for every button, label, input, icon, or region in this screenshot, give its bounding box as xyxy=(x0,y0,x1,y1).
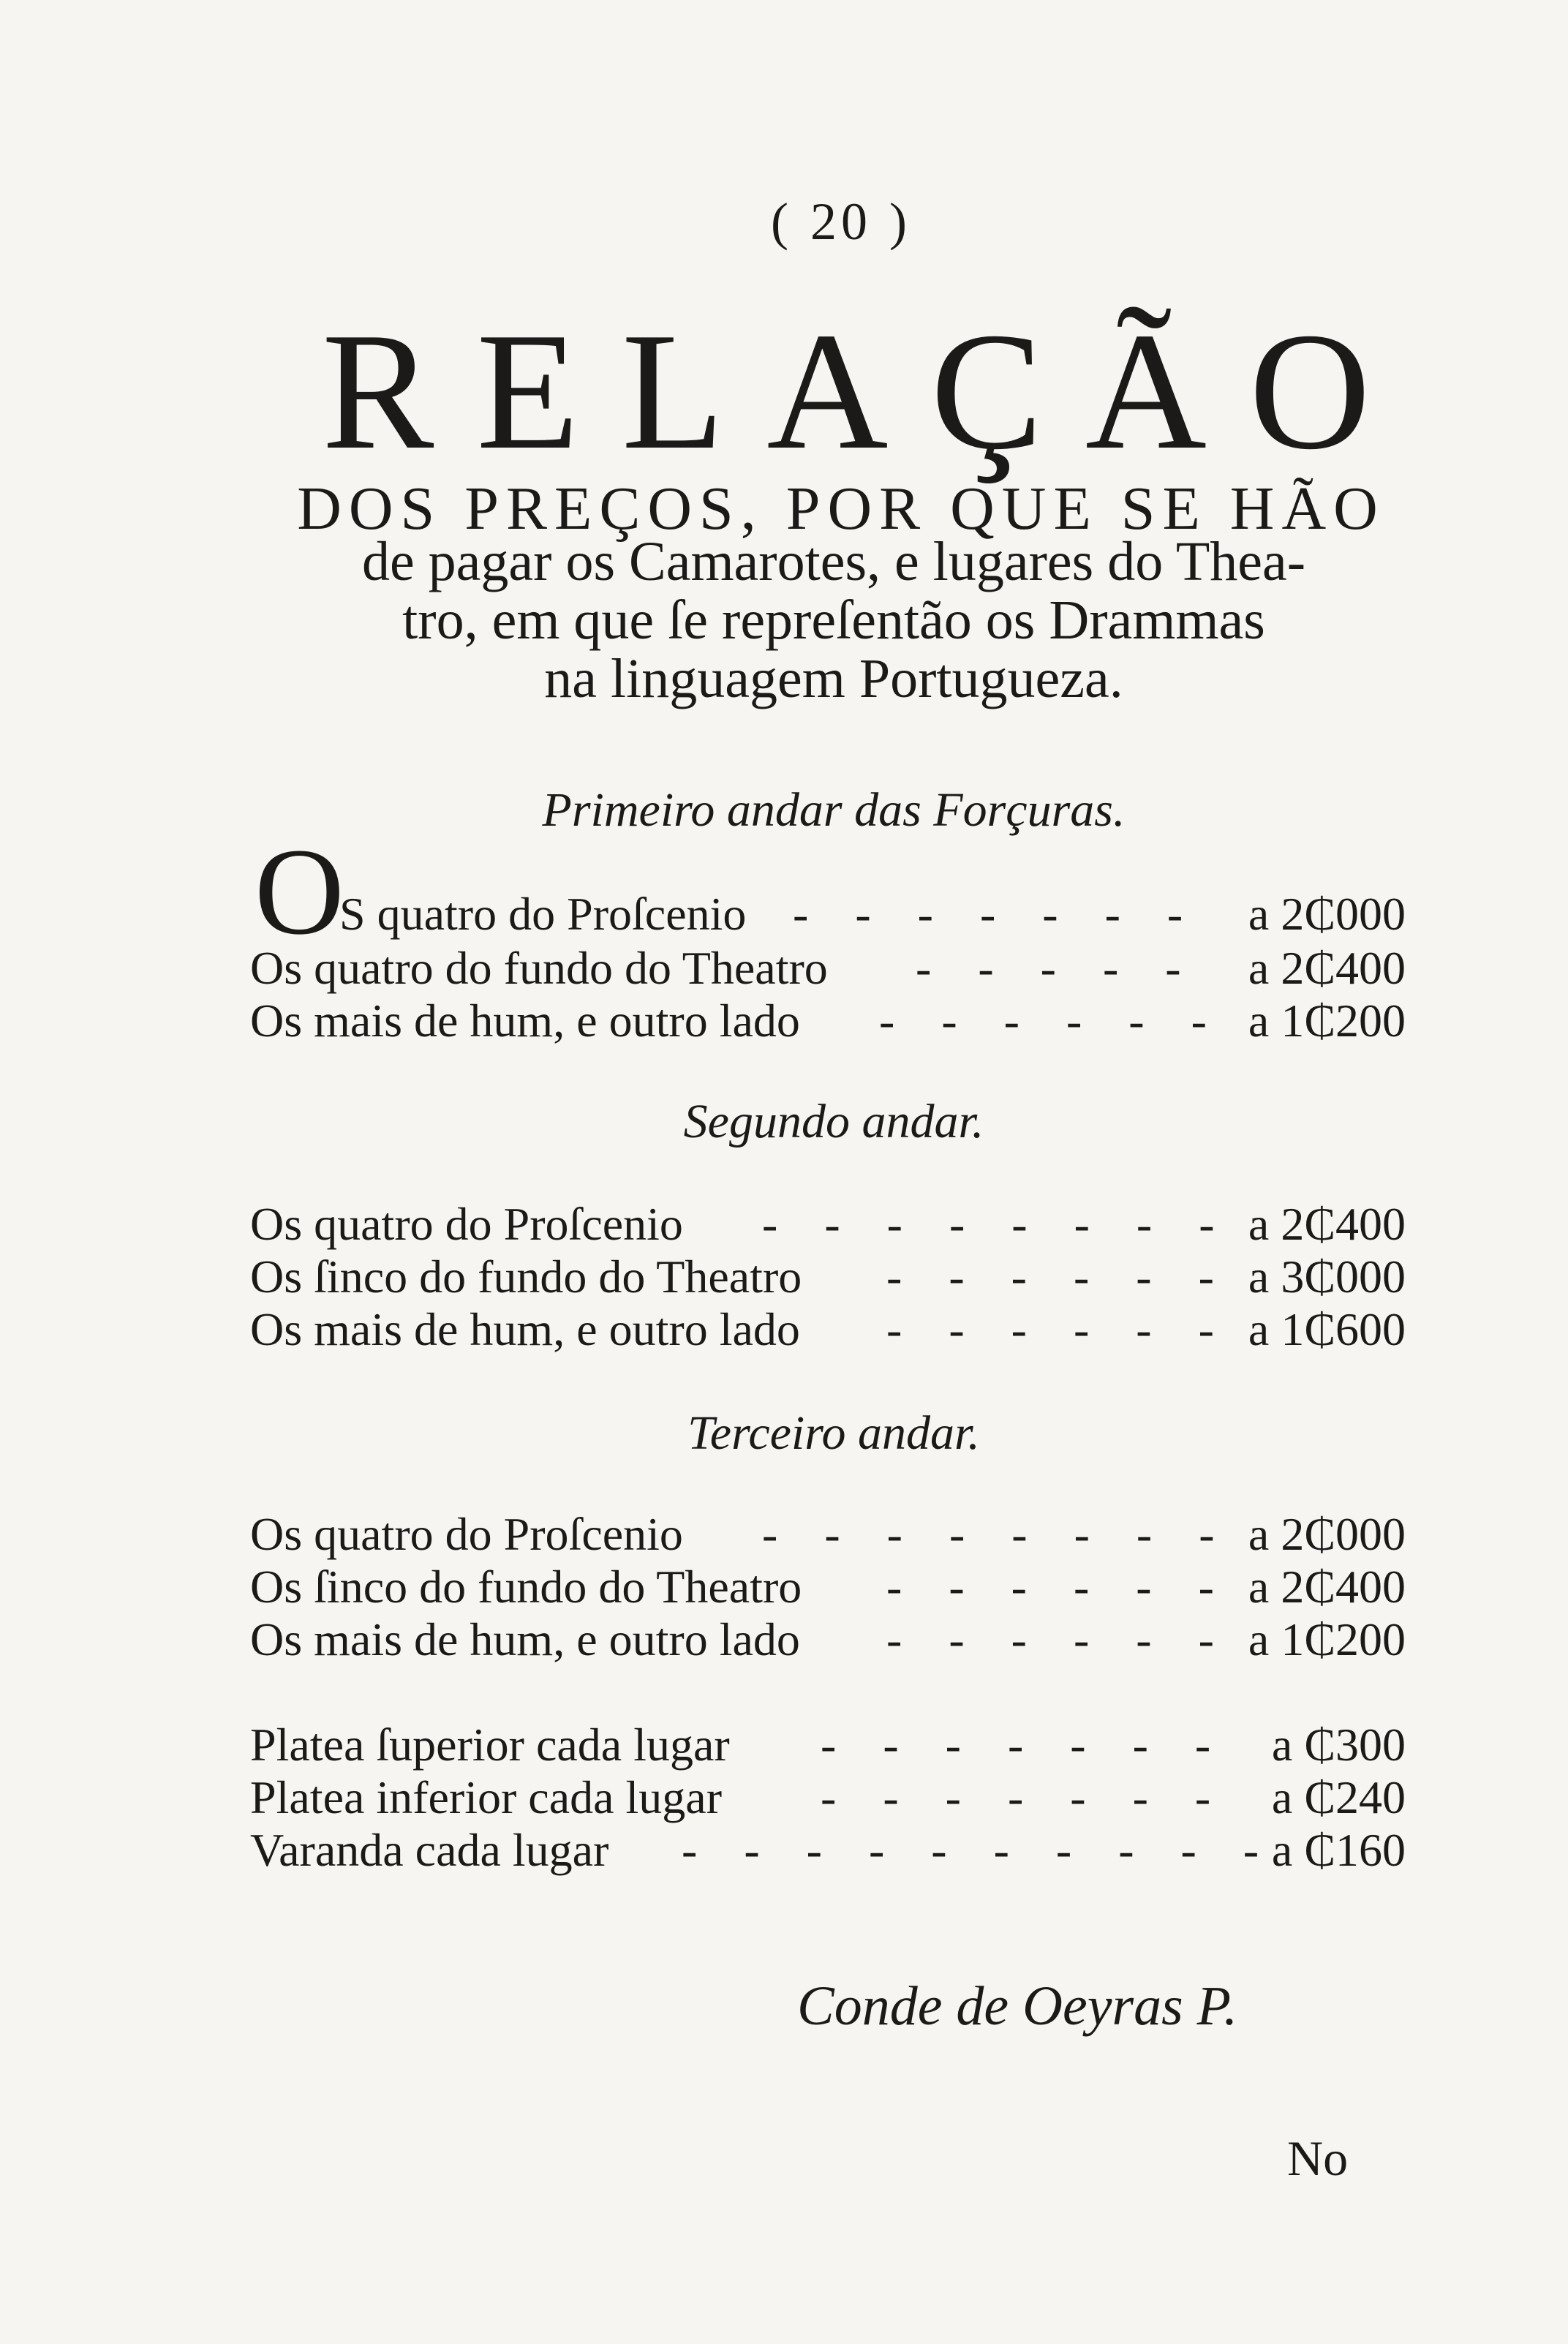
row-price: a 2₵000 xyxy=(1248,1508,1406,1560)
row-leader: - - - - - - xyxy=(879,995,1224,1047)
row-leader: - - - - - xyxy=(916,942,1199,994)
price-row xyxy=(250,1770,1406,1825)
price-row xyxy=(250,1197,1406,1252)
price-row xyxy=(250,1507,1406,1562)
intro-line: na linguagem Portugueza. xyxy=(544,648,1123,709)
row-label: Os ſinco do fundo do Theatro xyxy=(250,1561,802,1613)
section-heading-terceiro: Terceiro andar. xyxy=(687,1406,980,1460)
row-leader: - - - - - - - - xyxy=(762,1508,1232,1560)
price-row xyxy=(250,1717,1406,1773)
price-row xyxy=(250,1249,1406,1305)
price-row xyxy=(250,1612,1406,1667)
signature: Conde de Oeyras P. xyxy=(797,1975,1238,2037)
section-heading-primeiro: Primeiro andar das Forçuras. xyxy=(542,783,1126,837)
row-label: Os ſinco do fundo do Theatro xyxy=(250,1251,802,1303)
catchword: No xyxy=(1287,2130,1349,2186)
row-label: Platea ſuperior cada lugar xyxy=(250,1719,730,1771)
row-price: a ₵240 xyxy=(1271,1771,1406,1823)
row-price: a 2₵000 xyxy=(1248,888,1406,940)
row-leader: - - - - - - xyxy=(886,1251,1232,1303)
row-price: a ₵300 xyxy=(1271,1719,1406,1771)
row-label: S quatro do Proſcenio xyxy=(339,888,747,940)
price-row xyxy=(339,886,1406,942)
row-leader: - - - - - - - xyxy=(821,1771,1229,1823)
row-leader: - - - - - - xyxy=(886,1303,1232,1355)
price-row xyxy=(250,1823,1406,1878)
row-price: a 1₵200 xyxy=(1248,995,1406,1047)
row-price: a 2₵400 xyxy=(1248,1561,1406,1613)
row-label: Varanda cada lugar xyxy=(250,1824,609,1876)
row-leader: - - - - - - - xyxy=(793,888,1201,940)
intro-line: tro, em que ſe repreſentão os Drammas xyxy=(402,589,1265,651)
row-leader: - - - - - - xyxy=(886,1561,1232,1613)
row-leader: - - - - - - - xyxy=(821,1719,1229,1771)
row-leader: - - - - - - - - - - xyxy=(682,1824,1277,1876)
row-price: a 2₵400 xyxy=(1248,942,1406,994)
price-row xyxy=(250,993,1406,1049)
price-row xyxy=(250,1302,1406,1357)
row-price: a 3₵000 xyxy=(1248,1251,1406,1303)
row-price: a 1₵600 xyxy=(1248,1303,1406,1355)
row-price: a 2₵400 xyxy=(1248,1198,1406,1250)
row-label: Os quatro do Proſcenio xyxy=(250,1508,683,1560)
drop-cap: O xyxy=(255,823,344,960)
row-leader: - - - - - - - - xyxy=(762,1198,1232,1250)
intro-line: de pagar os Camarotes, e lugares do Thea- xyxy=(361,531,1306,592)
row-leader: - - - - - - xyxy=(886,1613,1232,1665)
row-label: Os quatro do Proſcenio xyxy=(250,1198,683,1250)
subtitle: DOS PREÇOS, POR QUE SE HÃO xyxy=(297,475,1385,543)
row-price: a 1₵200 xyxy=(1248,1613,1406,1665)
row-label: Os mais de hum, e outro lado xyxy=(250,995,800,1047)
row-label: Platea inferior cada lugar xyxy=(250,1771,722,1823)
row-price: a ₵160 xyxy=(1271,1824,1406,1876)
row-label: Os mais de hum, e outro lado xyxy=(250,1613,800,1665)
price-row xyxy=(250,1559,1406,1615)
price-row xyxy=(250,941,1406,996)
page-title: RELAÇÃO xyxy=(322,298,1414,484)
row-label: Os mais de hum, e outro lado xyxy=(250,1303,800,1355)
page-number: ( 20 ) xyxy=(771,192,911,251)
section-heading-segundo: Segundo andar. xyxy=(683,1095,984,1148)
row-label: Os quatro do fundo do Theatro xyxy=(250,942,828,994)
intro-paragraph xyxy=(293,532,1375,708)
